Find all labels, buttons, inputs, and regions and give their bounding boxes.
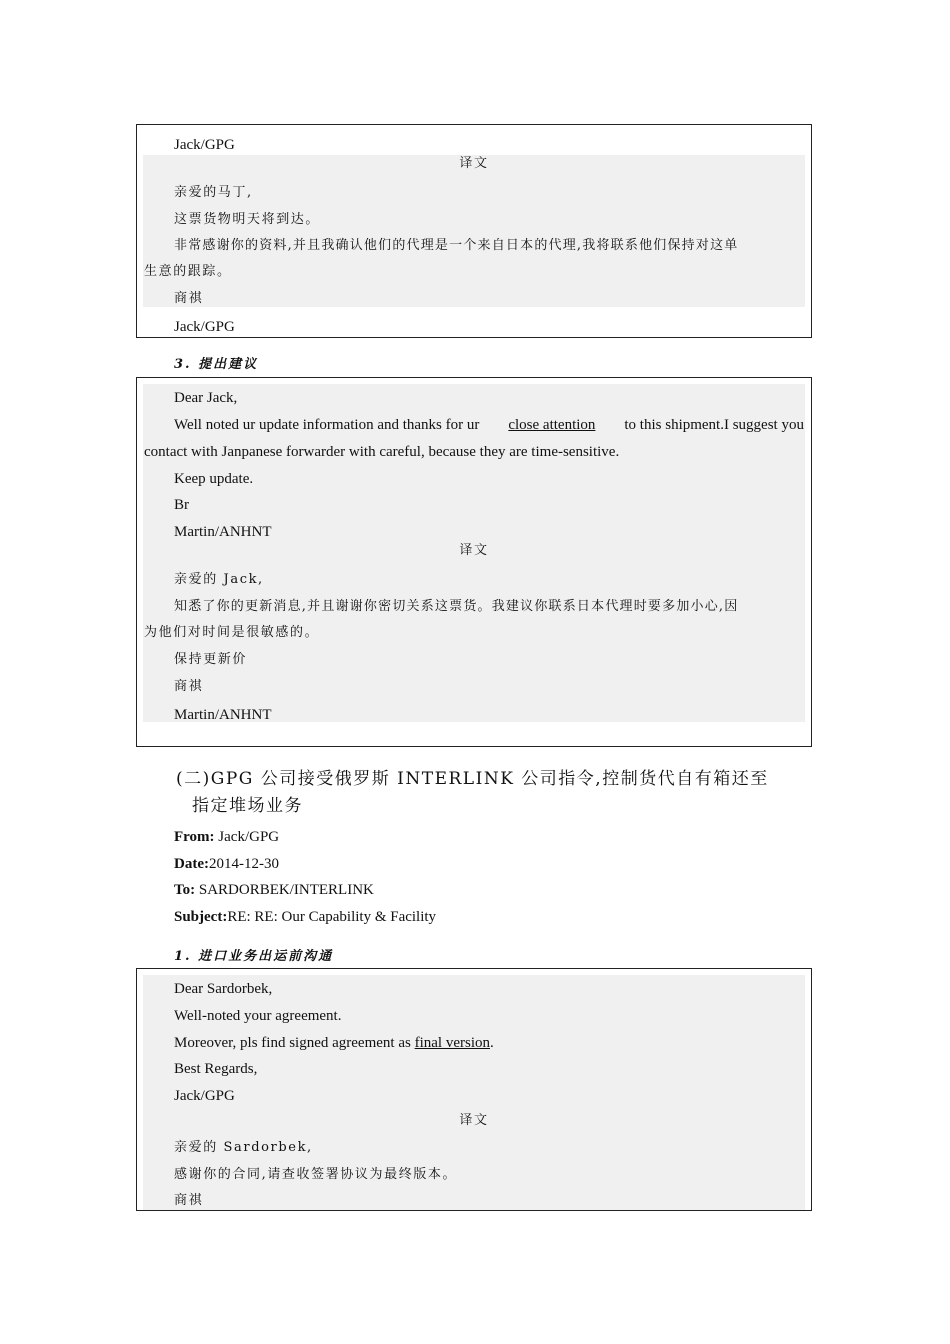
email-from <box>174 829 279 846</box>
box3-paragraph-2-start: Moreover, pls find signed agreement as <box>174 1035 415 1051</box>
box3-cn-paragraph-1: 感谢你的合同,请查收签署协议为最终版本。 <box>174 1167 458 1182</box>
box2-signature: Martin/ANHNT <box>174 524 272 540</box>
letter-box-2 <box>136 377 812 747</box>
email-date-label: Date: <box>174 856 209 872</box>
box2-cn-paragraph-1-line-1: 知悉了你的更新消息,并且谢谢你密切关系这票货。我建议你联系日本代理时要多加小心,因 <box>174 599 739 614</box>
section-2-heading-line-1: (二)GPG 公司接受俄罗斯 INTERLINK 公司指令,控制货代自有箱还至 <box>176 769 769 789</box>
box2-cn-paragraph-2: 保持更新价 <box>174 652 248 667</box>
email-from-label: From: <box>174 829 215 845</box>
box3-signature: Jack/GPG <box>174 1088 235 1104</box>
box1-signature-en-2: Jack/GPG <box>174 319 235 335</box>
email-date-value: 2014-12-30 <box>208 856 279 872</box>
box2-translation-label: 译文 <box>459 543 489 558</box>
box3-greeting: Dear Sardorbek, <box>174 981 273 997</box>
box3-paragraph-1: Well-noted your agreement. <box>174 1008 342 1024</box>
box2-paragraph-1-line-2: contact with Janpanese forwarder with careful, because they are time-sensitive. <box>144 444 620 460</box>
box2-cn-greeting: 亲爱的 Jack, <box>174 572 264 587</box>
box1-cn-paragraph-2-line-1: 非常感谢你的资料,并且我确认他们的代理是一个来自日本的代理,我将联系他们保持对这单 <box>174 238 739 253</box>
box3-paragraph-2-end: . <box>490 1035 494 1051</box>
email-date <box>174 856 279 873</box>
email-to <box>174 882 374 899</box>
close-attention-link[interactable]: close attention <box>508 417 596 433</box>
box2-paragraph-1-end: to this shipment.I suggest you <box>624 417 804 433</box>
box1-signature-en: Jack/GPG <box>174 137 235 153</box>
final-version-link[interactable]: final version <box>414 1035 490 1051</box>
step-3-heading: 3. 提出建议 <box>174 357 259 372</box>
letter-box-1 <box>136 124 812 338</box>
box2-br: Br <box>174 497 189 513</box>
email-from-value: Jack/GPG <box>214 829 280 845</box>
email-subject-value: RE: RE: Our Capability & Facility <box>227 909 437 925</box>
box2-paragraph-2: Keep update. <box>174 471 254 487</box>
box1-cn-greeting: 亲爱的马丁, <box>174 185 253 200</box>
box1-cn-paragraph-1: 这票货物明天将到达。 <box>174 212 321 227</box>
email-to-value: SARDORBEK/INTERLINK <box>195 882 374 898</box>
box1-cn-signature: 商祺 <box>174 291 204 306</box>
box1-cn-paragraph-2-line-2: 生意的跟踪。 <box>144 264 232 279</box>
email-to-label: To: <box>174 882 196 898</box>
box2-paragraph-1-line-1 <box>174 415 804 435</box>
box3-paragraph-2 <box>174 1033 494 1053</box>
email-subject-label: Subject: <box>174 909 228 925</box>
box3-closing: Best Regards, <box>174 1061 258 1077</box>
letter-box-1-background <box>143 155 805 307</box>
box2-cn-signature-en: Martin/ANHNT <box>174 707 272 723</box>
box2-paragraph-1-start: Well noted ur update information and thanks for ur <box>174 417 480 433</box>
box2-greeting: Dear Jack, <box>174 390 238 406</box>
email-subject <box>174 909 436 926</box>
box2-cn-paragraph-1-line-2: 为他们对时间是很敏感的。 <box>144 625 320 640</box>
box3-cn-signature: 商祺 <box>174 1193 204 1208</box>
letter-box-3 <box>136 968 812 1211</box>
box3-translation-label: 译文 <box>459 1113 489 1128</box>
step-1-heading: 1. 进口业务出运前沟通 <box>174 949 334 964</box>
box3-cn-greeting: 亲爱的 Sardorbek, <box>174 1140 313 1155</box>
box2-cn-signature: 商祺 <box>174 679 204 694</box>
box1-translation-label: 译文 <box>459 156 489 171</box>
section-2-heading-line-2: 指定堆场业务 <box>192 796 303 816</box>
